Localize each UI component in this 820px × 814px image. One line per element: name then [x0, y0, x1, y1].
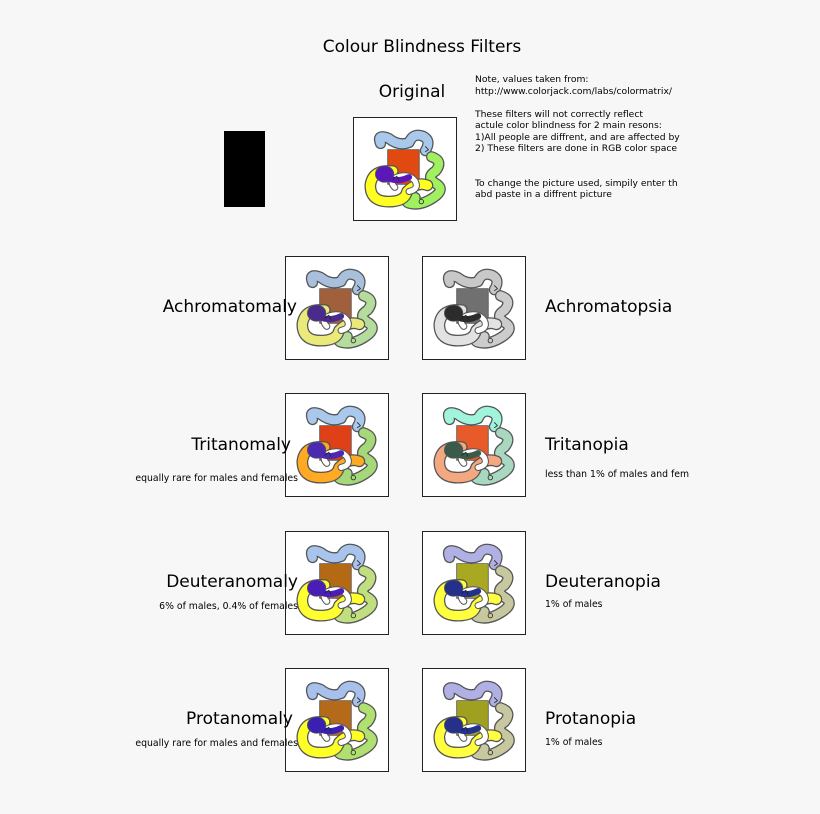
- note-line-3: These filters will not correctly reflect: [475, 109, 643, 120]
- label-tritanomaly: Tritanomaly: [191, 435, 291, 455]
- note-tritanomaly: equally rare for males and females: [135, 473, 298, 484]
- note-line-2: http://www.colorjack.com/labs/colormatrix/: [475, 86, 672, 97]
- label-tritanopia: Tritanopia: [545, 435, 629, 455]
- tile-tritanopia: [422, 393, 526, 497]
- label-protanopia: Protanopia: [545, 709, 637, 729]
- note-protanopia: 1% of males: [545, 737, 603, 748]
- tile-deuteranopia: [422, 531, 526, 635]
- note-tritanopia: less than 1% of males and fem: [545, 469, 689, 480]
- note-line-7: To change the picture used, simpily enter th: [475, 178, 678, 189]
- note-deuteranomaly: 6% of males, 0.4% of females: [159, 601, 298, 612]
- tile-protanomaly: [285, 668, 389, 772]
- label-achromatomaly: Achromatomaly: [162, 297, 297, 317]
- label-deuteranopia: Deuteranopia: [545, 572, 661, 592]
- note-line-5: 1)All people are diffrent, and are affected by: [475, 132, 680, 143]
- tile-tritanomaly: [285, 393, 389, 497]
- tile-original: [353, 117, 457, 221]
- tile-achromatopsia: [422, 256, 526, 360]
- note-deuteranopia: 1% of males: [545, 599, 603, 610]
- note-line-8: abd paste in a diffrent picture: [475, 189, 612, 200]
- tile-achromatomaly: [285, 256, 389, 360]
- original-label: Original: [378, 82, 446, 102]
- tile-deuteranomaly: [285, 531, 389, 635]
- page-title: Colour Blindness Filters: [322, 37, 522, 57]
- note-line-4: actule color blindness for 2 main resons:: [475, 120, 662, 131]
- label-achromatopsia: Achromatopsia: [545, 297, 673, 317]
- label-protanomaly: Protanomaly: [186, 709, 293, 729]
- note-line-1: Note, values taken from:: [475, 74, 589, 85]
- note-protanomaly: equally rare for males and females: [135, 738, 298, 749]
- tile-protanopia: [422, 668, 526, 772]
- note-line-6: 2) These filters are done in RGB color space: [475, 143, 678, 154]
- label-deuteranomaly: Deuteranomaly: [166, 572, 298, 592]
- color-swatch-black: [224, 131, 265, 207]
